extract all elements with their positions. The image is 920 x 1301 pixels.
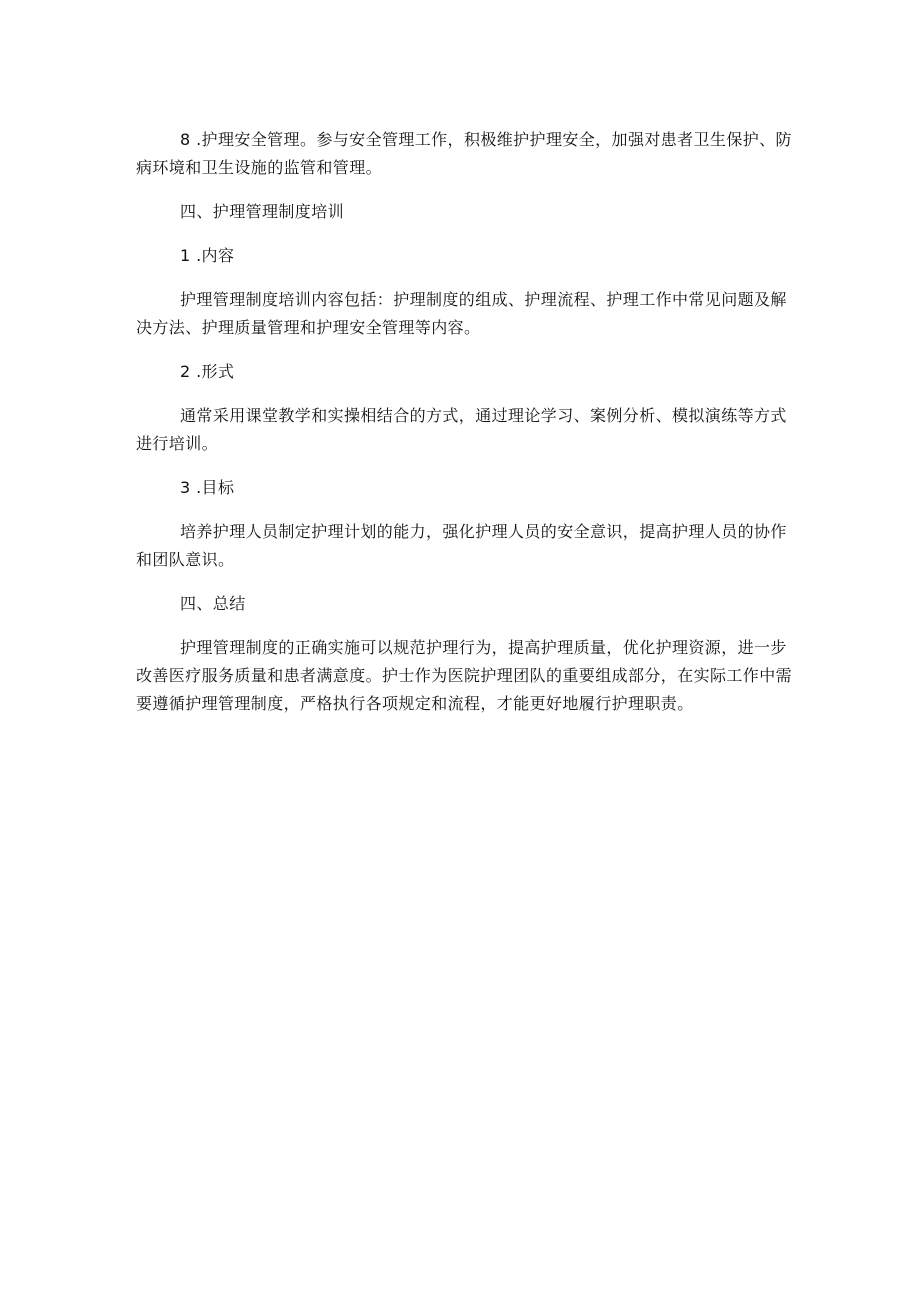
subheading-content: 1 .内容 bbox=[180, 246, 235, 265]
paragraph-goal: 培养护理人员制定护理计划的能力，强化护理人员的安全意识，提高护理人员的协作和团队意识。 bbox=[136, 522, 787, 569]
subheading-goal: 3 .目标 bbox=[180, 478, 235, 497]
paragraph-summary: 护理管理制度的正确实施可以规范护理行为，提高护理质量，优化护理资源，进一步改善医疗服务质量和患者满意度。护士作为医院护理团队的重要组成部分，在实际工作中需要遵循护理管理制度，严格执行各项规定和流程，才能更好地履行护理职责。 bbox=[136, 638, 793, 713]
paragraph-form: 通常采用课堂教学和实操相结合的方式，通过理论学习、案例分析、模拟演练等方式进行培训。 bbox=[136, 406, 787, 453]
subheading-form: 2 .形式 bbox=[180, 362, 235, 381]
section-heading-training: 四、护理管理制度培训 bbox=[180, 202, 345, 221]
paragraph-item-8-safety: 8 .护理安全管理。参与安全管理工作，积极维护护理安全，加强对患者卫生保护、防病环境和卫生设施的监管和管理。 bbox=[136, 130, 792, 177]
document-body bbox=[136, 126, 792, 734]
paragraph-content: 护理管理制度培训内容包括：护理制度的组成、护理流程、护理工作中常见问题及解决方法、护理质量管理和护理安全管理等内容。 bbox=[136, 290, 787, 337]
section-heading-summary: 四、总结 bbox=[180, 594, 246, 613]
